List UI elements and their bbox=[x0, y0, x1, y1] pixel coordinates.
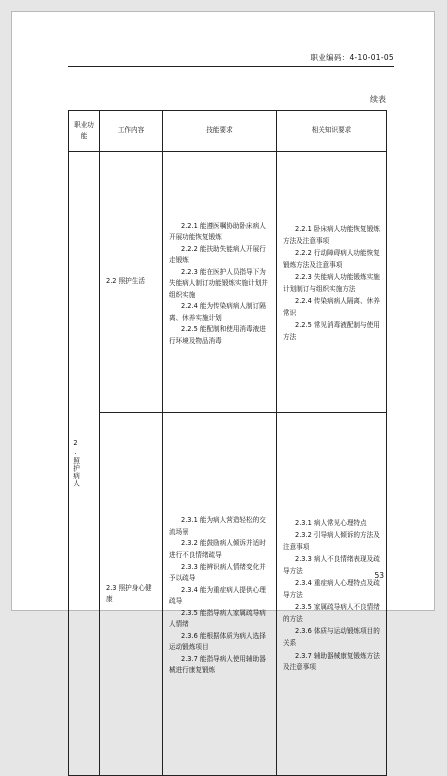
table-row bbox=[69, 152, 387, 413]
skill-item: 2.2.1 能遵医嘱协助卧床病人开展功能恢复锻炼 bbox=[169, 221, 270, 244]
continued-label: 续表 bbox=[370, 94, 386, 105]
knowledge-item: 2.2.5 常见消毒液配制与使用方法 bbox=[283, 320, 380, 343]
role-label: 2.照护病人 bbox=[69, 152, 81, 775]
skill-item: 2.3.5 能指导病人家属疏导病人情绪 bbox=[169, 608, 270, 631]
knowledge-item: 2.2.3 失能病人功能锻炼实施计划制订与组织实施方法 bbox=[283, 272, 380, 295]
skill-item: 2.2.4 能为传染病病人制订隔离、休养实施计划 bbox=[169, 301, 270, 324]
skill-item: 2.3.6 能根据体质为病人选择运动锻炼项目 bbox=[169, 631, 270, 654]
content-cell: 2.3 照护身心健康 bbox=[100, 413, 163, 776]
skill-item: 2.2.2 能扶助失能病人开展行走锻炼 bbox=[169, 244, 270, 267]
skill-item: 2.2.5 能配制和使用消毒液进行环境及物品消毒 bbox=[169, 324, 270, 347]
skill-item: 2.3.4 能为重症病人提供心理疏导 bbox=[169, 585, 270, 608]
knowledge-item: 2.2.1 卧床病人功能恢复锻炼方法及注意事项 bbox=[283, 224, 380, 247]
skill-item: 2.3.1 能为病人营造轻松的交流场景 bbox=[169, 515, 270, 538]
header-skill: 技能要求 bbox=[163, 111, 277, 152]
skill-item: 2.3.7 能指导病人使用辅助器 bbox=[169, 654, 270, 677]
skill-cell bbox=[163, 413, 277, 776]
table-header-row bbox=[69, 111, 387, 152]
content-cell: 2.2 照护生活 bbox=[100, 152, 163, 413]
role-cell bbox=[69, 152, 100, 776]
header-content: 工作内容 bbox=[100, 111, 163, 152]
skill-item: 2.3.3 能辨识病人情绪变化并予以疏导 bbox=[169, 562, 270, 585]
header-role-label: 职业功能 bbox=[73, 120, 95, 141]
skill-cell bbox=[163, 152, 277, 413]
knowledge-item: 2.3.1 病人常见心理特点 bbox=[283, 518, 380, 530]
skill-item: 2.2.3 能在医护人员指导下为失能病人制订功能锻炼实施计划并组织实施 bbox=[169, 267, 270, 302]
knowledge-item: 2.3.5 家属疏导病人不良情绪的方法 bbox=[283, 602, 380, 625]
knowledge-item: 2.3.2 引导病人倾诉的方法及注意事项 bbox=[283, 530, 380, 553]
header-rule bbox=[68, 66, 394, 67]
header-knowledge: 相关知识要求 bbox=[277, 111, 387, 152]
knowledge-item: 2.2.4 传染病病人隔离、休养常识 bbox=[283, 296, 380, 319]
skill-item: 2.3.2 能鼓励病人倾诉并适时进行不良情绪疏导 bbox=[169, 538, 270, 561]
header-role bbox=[69, 111, 100, 152]
knowledge-item: 2.3.4 重症病人心理特点及疏导方法 bbox=[283, 578, 380, 601]
page-number: 53 bbox=[374, 571, 384, 580]
occupation-code: 职业编码：4-10-01-05 bbox=[310, 52, 394, 63]
knowledge-item: 2.2.2 行动障碍病人功能恢复锻炼方法及注意事项 bbox=[283, 248, 380, 271]
knowledge-cell bbox=[277, 152, 387, 413]
document-page bbox=[11, 11, 435, 611]
knowledge-cell bbox=[277, 413, 387, 776]
table-row bbox=[69, 413, 387, 776]
knowledge-item: 2.3.7 辅助器械康复锻炼方法及注意事项 bbox=[283, 651, 380, 674]
knowledge-item: 2.3.6 体质与运动锻炼项目的关系 bbox=[283, 626, 380, 649]
knowledge-item: 2.3.3 病人不良情绪表现及疏导方法 bbox=[283, 554, 380, 577]
skills-table bbox=[68, 110, 387, 776]
